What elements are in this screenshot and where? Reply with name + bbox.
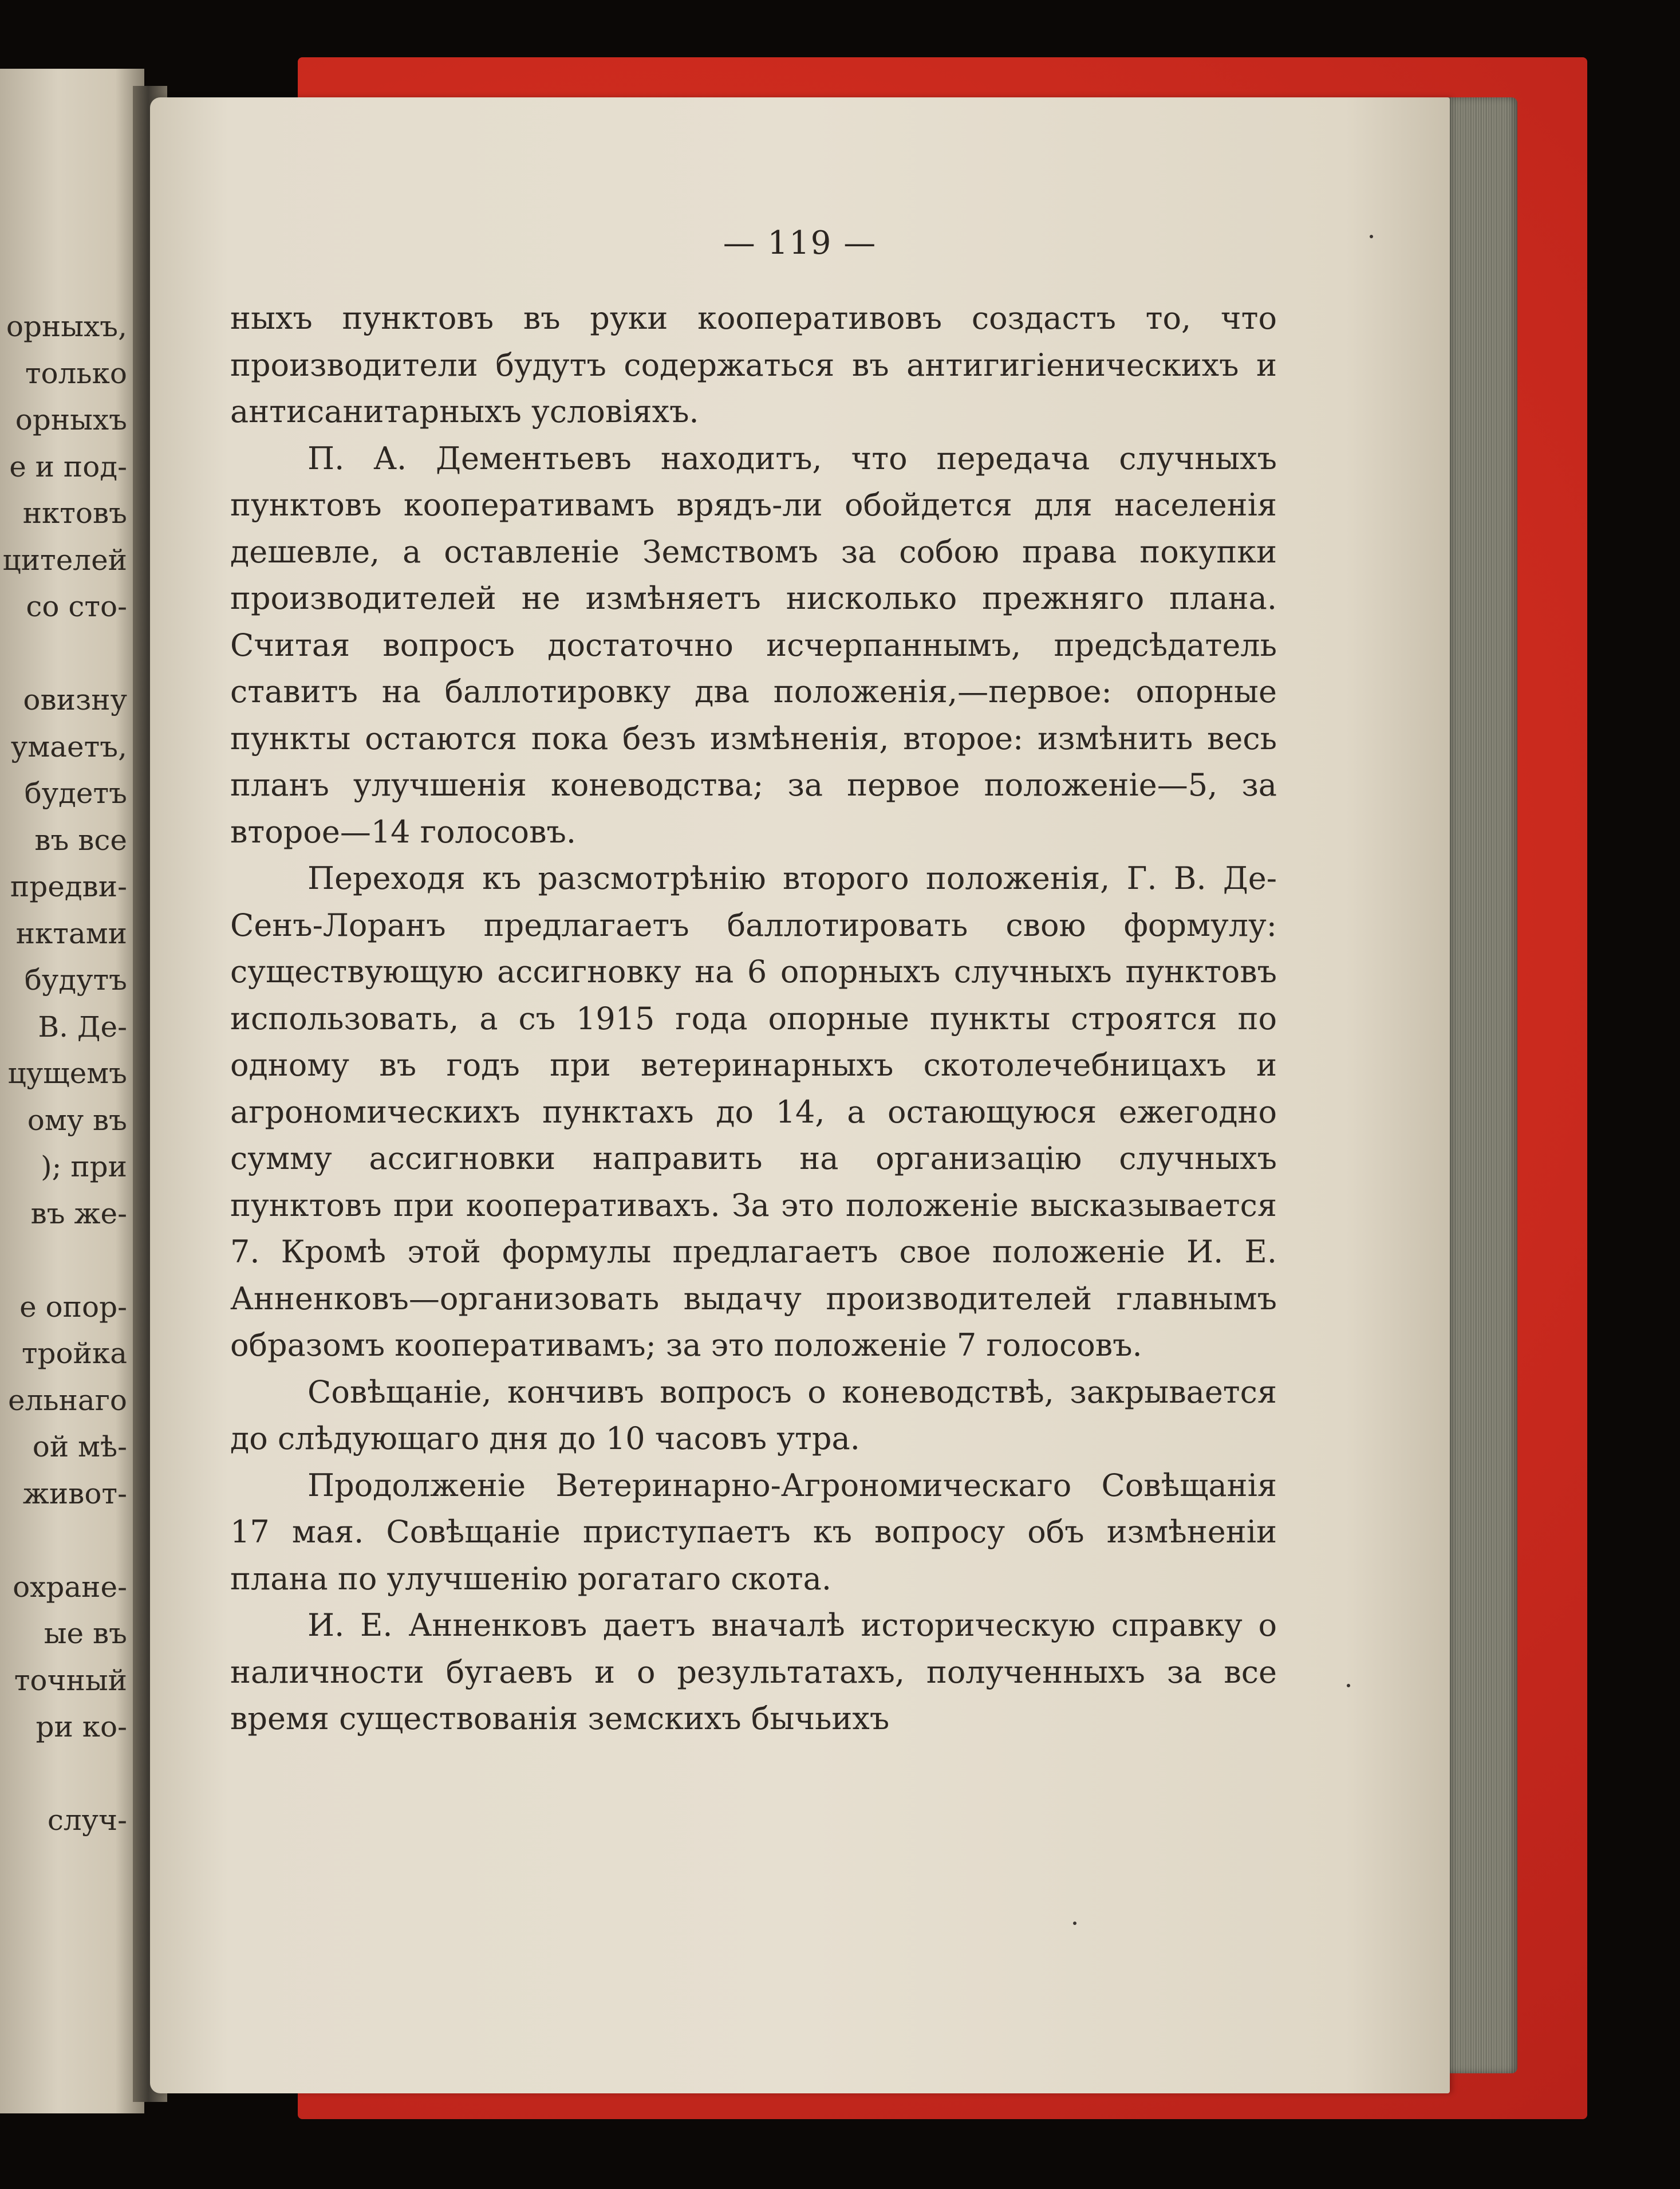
left-page-line: ому въ <box>27 1103 127 1137</box>
left-page-line: овизну <box>23 683 127 716</box>
left-page-line: ри ко- <box>36 1710 127 1743</box>
left-page-line: будутъ <box>24 963 127 997</box>
left-page-line: предви- <box>10 870 127 903</box>
left-page-line: умаетъ, <box>10 730 127 763</box>
left-page-line: со сто- <box>26 590 127 623</box>
left-page-line: тройка <box>21 1337 127 1370</box>
left-page-line: цущемъ <box>7 1057 127 1090</box>
left-page-line: только <box>25 356 127 390</box>
left-page-line: нктами <box>15 916 127 950</box>
left-page-line: точный <box>14 1663 127 1697</box>
left-page-line: е опор- <box>19 1290 127 1324</box>
page-number: — 119 — <box>723 225 877 262</box>
left-page-line <box>3 631 127 678</box>
paragraph: ныхъ пунктовъ въ руки кооперативовъ создастъ то, что производители будутъ содержаться въ антигигіеническихъ и антисанитарныхъ условіяхъ. <box>230 300 1277 430</box>
left-page-line: цителей <box>2 543 127 577</box>
left-page-line: ельнаго <box>7 1383 127 1417</box>
left-page-line: случ- <box>47 1804 127 1837</box>
left-page-line: охране- <box>13 1570 127 1604</box>
left-page-line: ой мѣ- <box>32 1430 127 1463</box>
left-page-line <box>3 1517 127 1564</box>
left-page-line: е и под- <box>9 450 127 483</box>
left-facing-page <box>0 69 144 2113</box>
left-page-line: В. Де- <box>38 1010 127 1044</box>
left-page-line: въ же- <box>30 1196 127 1230</box>
left-page-line: будетъ <box>24 777 127 810</box>
paper-speck <box>1347 1684 1350 1687</box>
paper-speck <box>1073 1922 1076 1925</box>
left-page-line: ); при <box>41 1150 127 1183</box>
left-page-line: ые въ <box>44 1617 127 1650</box>
paragraph: Совѣщаніе, кончивъ вопросъ о коневодствѣ, закрывается до слѣдующаго дня до 10 часовъ утра. <box>230 1373 1277 1456</box>
left-page-line: живот- <box>22 1477 127 1510</box>
paragraph: И. Е. Анненковъ даетъ вначалѣ историческую справку о наличности бугаевъ и о результатахъ, полученныхъ за все время существованія земскихъ бычьихъ <box>230 1607 1277 1737</box>
left-page-line <box>3 1237 127 1284</box>
page-body <box>230 295 1277 1742</box>
paper-speck <box>1370 235 1373 238</box>
left-page-line: въ все <box>34 823 127 857</box>
paragraph: Переходя къ разсмотрѣнію второго положенія, Г. В. Де-Сенъ-Лоранъ предлагаетъ баллотировать свою формулу: существующую ассигновку на 6 опорныхъ случныхъ пунктовъ использовать, а съ 1915 года опорные пункты строятся по одному въ годъ при ветеринарныхъ скотолечебницахъ и агрономическихъ пунктахъ до 14, а остающуюся ежегодно сумму ассигновки направить на организацію случныхъ пунктовъ при кооперативахъ. За это положеніе высказывается 7. Кромѣ этой формулы предлагаетъ свое положеніе И. Е. Анненковъ—организовать выдачу производителей главнымъ образомъ кооперативамъ; за это положеніе 7 голосовъ. <box>230 860 1277 1363</box>
left-page-line: орныхъ <box>15 403 127 436</box>
paragraph: П. А. Дементьевъ находитъ, что передача случныхъ пунктовъ кооперативамъ врядъ-ли обойдется для населенія дешевле, а оставленіе Земствомъ за собою права покупки производителей не измѣняетъ нисколько прежняго плана. Считая вопросъ достаточно исчерпаннымъ, предсѣдатель ставитъ на баллотировку два положенія,—первое: опорные пункты остаются пока безъ измѣненія, второе: измѣнить весь планъ улучшенія коневодства; за первое положеніе—5, за второе—14 голосовъ. <box>230 440 1277 850</box>
left-page-line: орныхъ, <box>6 310 127 343</box>
paragraph: Продолженіе Ветеринарно-Агрономическаго Совѣщанія 17 мая. Совѣщаніе приступаетъ къ вопросу объ измѣненіи плана по улучшенію рогатаго скота. <box>230 1467 1277 1597</box>
left-page-line: нктовъ <box>22 497 127 530</box>
left-page-text <box>3 304 127 1844</box>
right-page <box>150 97 1450 2093</box>
left-page-line <box>3 1751 127 1798</box>
